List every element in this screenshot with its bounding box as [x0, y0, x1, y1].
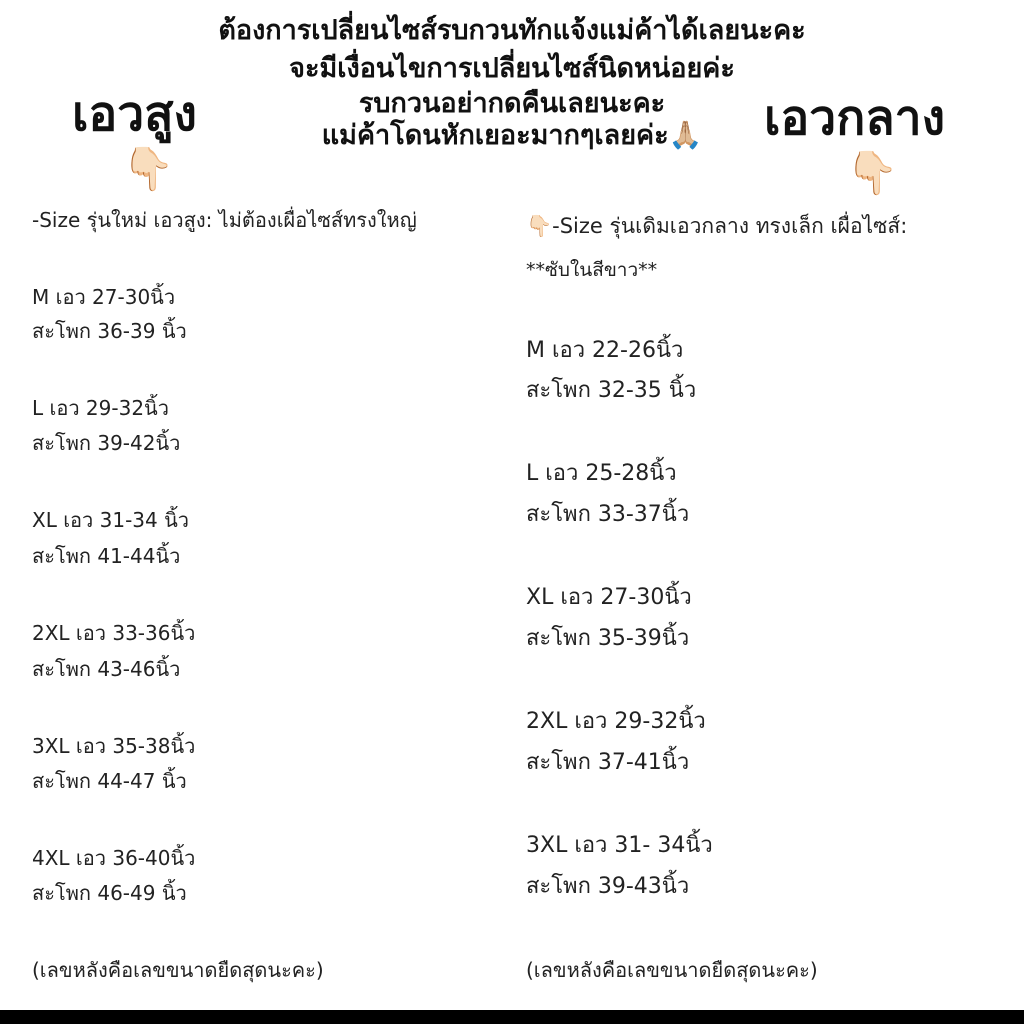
notice-line-2: จะมีเงื่อนไขการเปลี่ยนไซส์นิดหน่อยค่ะ — [289, 53, 735, 84]
left-size-xl-waist: XL เอว 31-34 นิ้ว — [32, 508, 190, 532]
right-size-subheader: **ซับในสีขาว** — [526, 259, 658, 281]
left-size-header: -Size รุ่นใหม่ เอวสูง: ไม่ต้องเผื่อไซส์ทรงใหญ่ — [32, 208, 417, 232]
right-size-xl-hip: สะโพก 35-39นิ้ว — [526, 626, 690, 651]
left-size-2xl-hip: สะโพก 43-46นิ้ว — [32, 657, 181, 681]
left-size-3xl-hip: สะโพก 44-47 นิ้ว — [32, 769, 187, 793]
left-size-4xl-waist: 4XL เอว 36-40นิ้ว — [32, 846, 196, 870]
right-size-3xl-waist: 3XL เอว 31- 34นิ้ว — [526, 833, 713, 858]
right-size-xl-waist: XL เอว 27-30นิ้ว — [526, 585, 692, 610]
right-size-l-waist: L เอว 25-28นิ้ว — [526, 461, 677, 486]
left-size-4xl-hip: สะโพก 46-49 นิ้ว — [32, 881, 187, 905]
right-size-m-waist: M เอว 22-26นิ้ว — [526, 338, 684, 363]
right-size-2xl-waist: 2XL เอว 29-32นิ้ว — [526, 709, 706, 734]
pointing-down-hand-icon: 👇🏻 — [122, 144, 175, 193]
right-size-2xl-hip: สะโพก 37-41นิ้ว — [526, 750, 690, 775]
left-footnote: (เลขหลังคือเลขขนาดยืดสุดนะคะ) — [32, 958, 324, 982]
notice-line-4: แม่ค้าโดนหักเยอะมากๆเลยค่ะ🙏🏼 — [321, 120, 703, 151]
left-title: เอวสูง — [72, 86, 197, 142]
left-size-l-hip: สะโพก 39-42นิ้ว — [32, 431, 181, 455]
left-size-m-waist: M เอว 27-30นิ้ว — [32, 285, 176, 309]
notice-line-1: ต้องการเปลี่ยนไซส์รบกวนทักแจ้งแม่ค้าได้เลยนะคะ — [218, 15, 806, 46]
left-size-l-waist: L เอว 29-32นิ้ว — [32, 396, 169, 420]
left-size-2xl-waist: 2XL เอว 33-36นิ้ว — [32, 621, 196, 645]
left-size-3xl-waist: 3XL เอว 35-38นิ้ว — [32, 734, 196, 758]
right-footnote: (เลขหลังคือเลขขนาดยืดสุดนะคะ) — [526, 958, 818, 982]
left-size-m-hip: สะโพก 36-39 นิ้ว — [32, 319, 187, 343]
notice-line-3: รบกวนอย่ากดคืนเลยนะคะ — [358, 88, 666, 119]
right-title: เอวกลาง — [764, 90, 946, 146]
pointing-down-hand-icon: 👇🏻 — [846, 148, 899, 197]
bottom-black-bar — [0, 1010, 1024, 1024]
right-size-l-hip: สะโพก 33-37นิ้ว — [526, 502, 690, 527]
right-size-header: 👇🏻-Size รุ่นเดิมเอวกลาง ทรงเล็ก เผื่อไซส์: — [526, 214, 908, 238]
right-size-3xl-hip: สะโพก 39-43นิ้ว — [526, 874, 690, 899]
left-size-xl-hip: สะโพก 41-44นิ้ว — [32, 544, 181, 568]
right-size-m-hip: สะโพก 32-35 นิ้ว — [526, 378, 697, 403]
